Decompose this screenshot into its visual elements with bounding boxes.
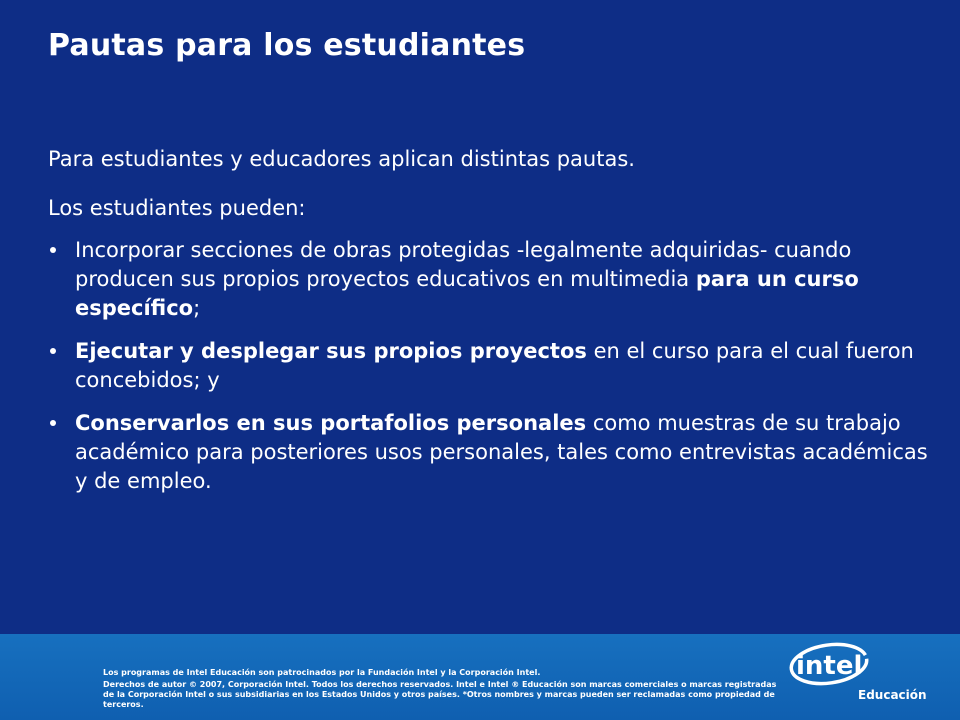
footer-legal [103,668,783,710]
bullet-bold-text: para un curso específico [75,267,859,320]
list-item [48,409,928,496]
bullet-dot-icon [50,348,56,354]
bullet-dot-icon [50,247,56,253]
logo-wordmark: intel [796,651,863,681]
footer-copyright-text: Derechos de autor © 2007, Corporación Intel. Todos los derechos reservados. Intel e Intel ® Educación son marcas comerciales o marcas registradas de la Corporación Intel o sus subsidiarias en los Estados Unidos y otros países. *Otros nombres y marcas pueden ser reclamadas como propiedad de terceros. [103,680,777,709]
bullet-bold-text: Conservarlos en sus portafolios personales [75,411,587,435]
bullet-bold-text: Ejecutar y desplegar sus propios proyectos [75,339,587,363]
page-title: Pautas para los estudiantes [48,28,526,63]
bullet-text: Incorporar secciones de obras protegidas -legalmente adquiridas- cuando producen sus propios proyectos educativos en multimedia [75,238,852,291]
footer-sponsor-text: Los programas de Intel Educación son patrocinados por la Fundación Intel y la Corporación Intel. [103,668,541,677]
slide-content [48,146,928,510]
bullet-text-end: ; [193,296,201,320]
bullet-text-end: como muestras de su trabajo académico para posteriores usos personales, tales como entrevistas académicas y de empleo. [75,411,928,493]
bullet-text-end: en el curso para el cual fueron concebidos; y [75,339,914,392]
list-item [48,337,928,395]
lead-paragraph: Los estudiantes pueden: [48,196,306,220]
logo-caption: Educación [858,688,927,702]
intro-paragraph: Para estudiantes y educadores aplican distintas pautas. [48,147,635,171]
bullet-list [48,236,928,496]
bullet-dot-icon [50,420,56,426]
list-item [48,236,928,323]
